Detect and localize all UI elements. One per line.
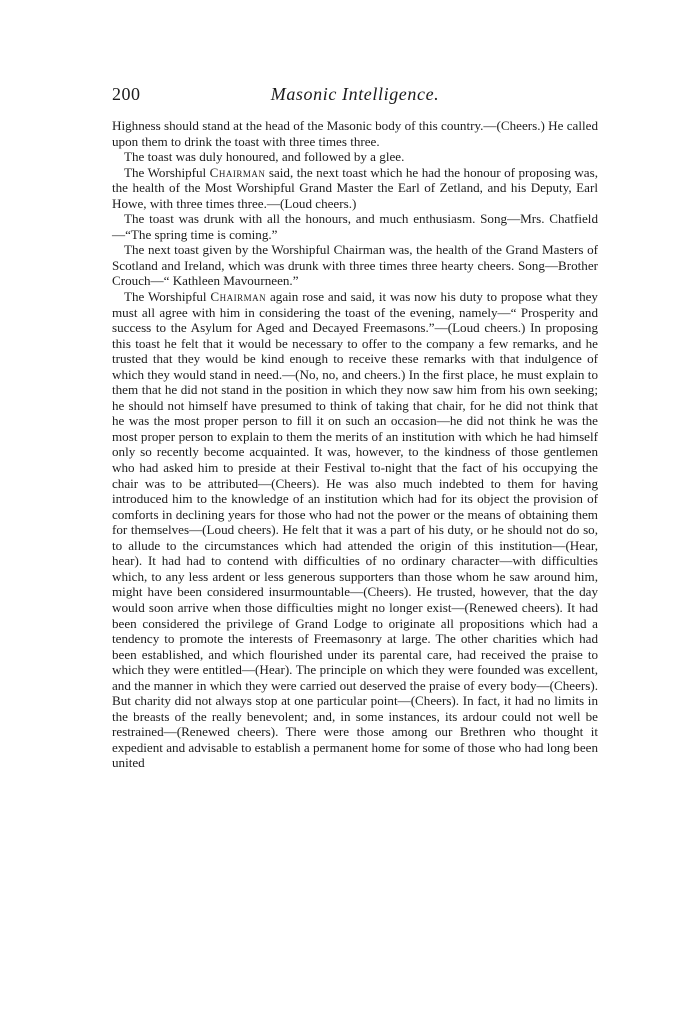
paragraph-5: The next toast given by the Worshipful Chairman was, the health of the Grand Masters of Scotland and Ireland, which was drunk with three times three hearty cheers. Song—Brother Crouch—“ Kathleen Mavourneen.” bbox=[112, 242, 598, 289]
page-number: 200 bbox=[112, 84, 141, 104]
body-text bbox=[112, 118, 598, 771]
paragraph-4: The toast was drunk with all the honours, and much enthusiasm. Song—Mrs. Chatfield—“The spring time is coming.” bbox=[112, 211, 598, 242]
paragraph-3 bbox=[112, 165, 598, 212]
chairman-smallcaps: Chairman bbox=[210, 289, 267, 305]
document-page bbox=[112, 84, 598, 771]
running-title: Masonic Intelligence. bbox=[270, 84, 440, 104]
paragraph-6-rest: again rose and said, it was now his duty to propose what they must all agree with him in considering the toast of the evening, namely—“ Prosperity and success to the Asylum for Aged and Decayed Freemasons.”—(Loud cheers.) In proposing this toast he felt that it would be necessary to offer to the company a few remarks, and he trusted that they would be kind enough to receive these remarks with that indulgence of which they would stand in need.—(No, no, and cheers.) In the first place, he must explain to them that he did not stand in the position in which they now saw him from his own seeking; he should not himself have presumed to think of taking that chair, for he did not think that he was the most proper person to fill it on such an occasion—he did not think he was the most proper person to explain to them the merits of an institution with which he had himself only so recently become acquainted. It was, however, to the kindness of those gentlemen who had asked him to preside at their Festival to-night that the fact of his occupying the chair was to be attributed—(Cheers). He was also much indebted to them for having introduced him to the knowledge of an institution which had for its object the provision of comforts in declining years for those who had not the power or the means of obtaining them for themselves—(Loud cheers). He felt that it was a part of his duty, or he should not do so, to allude to the circumstances which had attended the origin of this institution—(Hear, hear). It had had to contend with difficulties of no ordinary character—with difficulties which, to any less ardent or less generous supporters than those whom he saw around him, might have been considered insurmountable—(Cheers). He trusted, however, that the day would soon arrive when those difficulties might no longer exist—(Renewed cheers). It had been considered the privilege of Grand Lodge to originate all propositions which had a tendency to promote the interests of Freemasonry at large. The other charities which had been established, and which flourished under its parental care, had received the praise to which they were entitled—(Hear). The principle on which they were founded was excellent, and the manner in which they were carried out deserved the praise of every body—(Cheers). But charity did not always stop at one particular point—(Cheers). In fact, it had no limits in the breasts of the really benevolent; and, in some instances, its ardour could not well be restrained—(Renewed cheers). There were those among our Brethren who thought it expedient and advisable to establish a permanent home for some of those who had long been united bbox=[112, 289, 598, 771]
paragraph-3-rest: said, the next toast which he had the honour of proposing was, the health of the Most Worshipful Grand Master the Earl of Zetland, and his Deputy, Earl Howe, with three times three.—(Loud cheers.) bbox=[112, 164, 598, 211]
paragraph-2: The toast was duly honoured, and followed by a glee. bbox=[124, 149, 405, 165]
paragraph-3-lead: The Worshipful bbox=[124, 164, 210, 180]
chairman-smallcaps: Chairman bbox=[209, 164, 266, 180]
running-head bbox=[112, 84, 598, 110]
paragraph-6 bbox=[112, 289, 598, 771]
paragraph-6-lead: The Worshipful bbox=[124, 289, 211, 305]
paragraph-1: Highness should stand at the head of the Masonic body of this country.—(Cheers.) He called upon them to drink the toast with three times three. bbox=[112, 118, 598, 149]
